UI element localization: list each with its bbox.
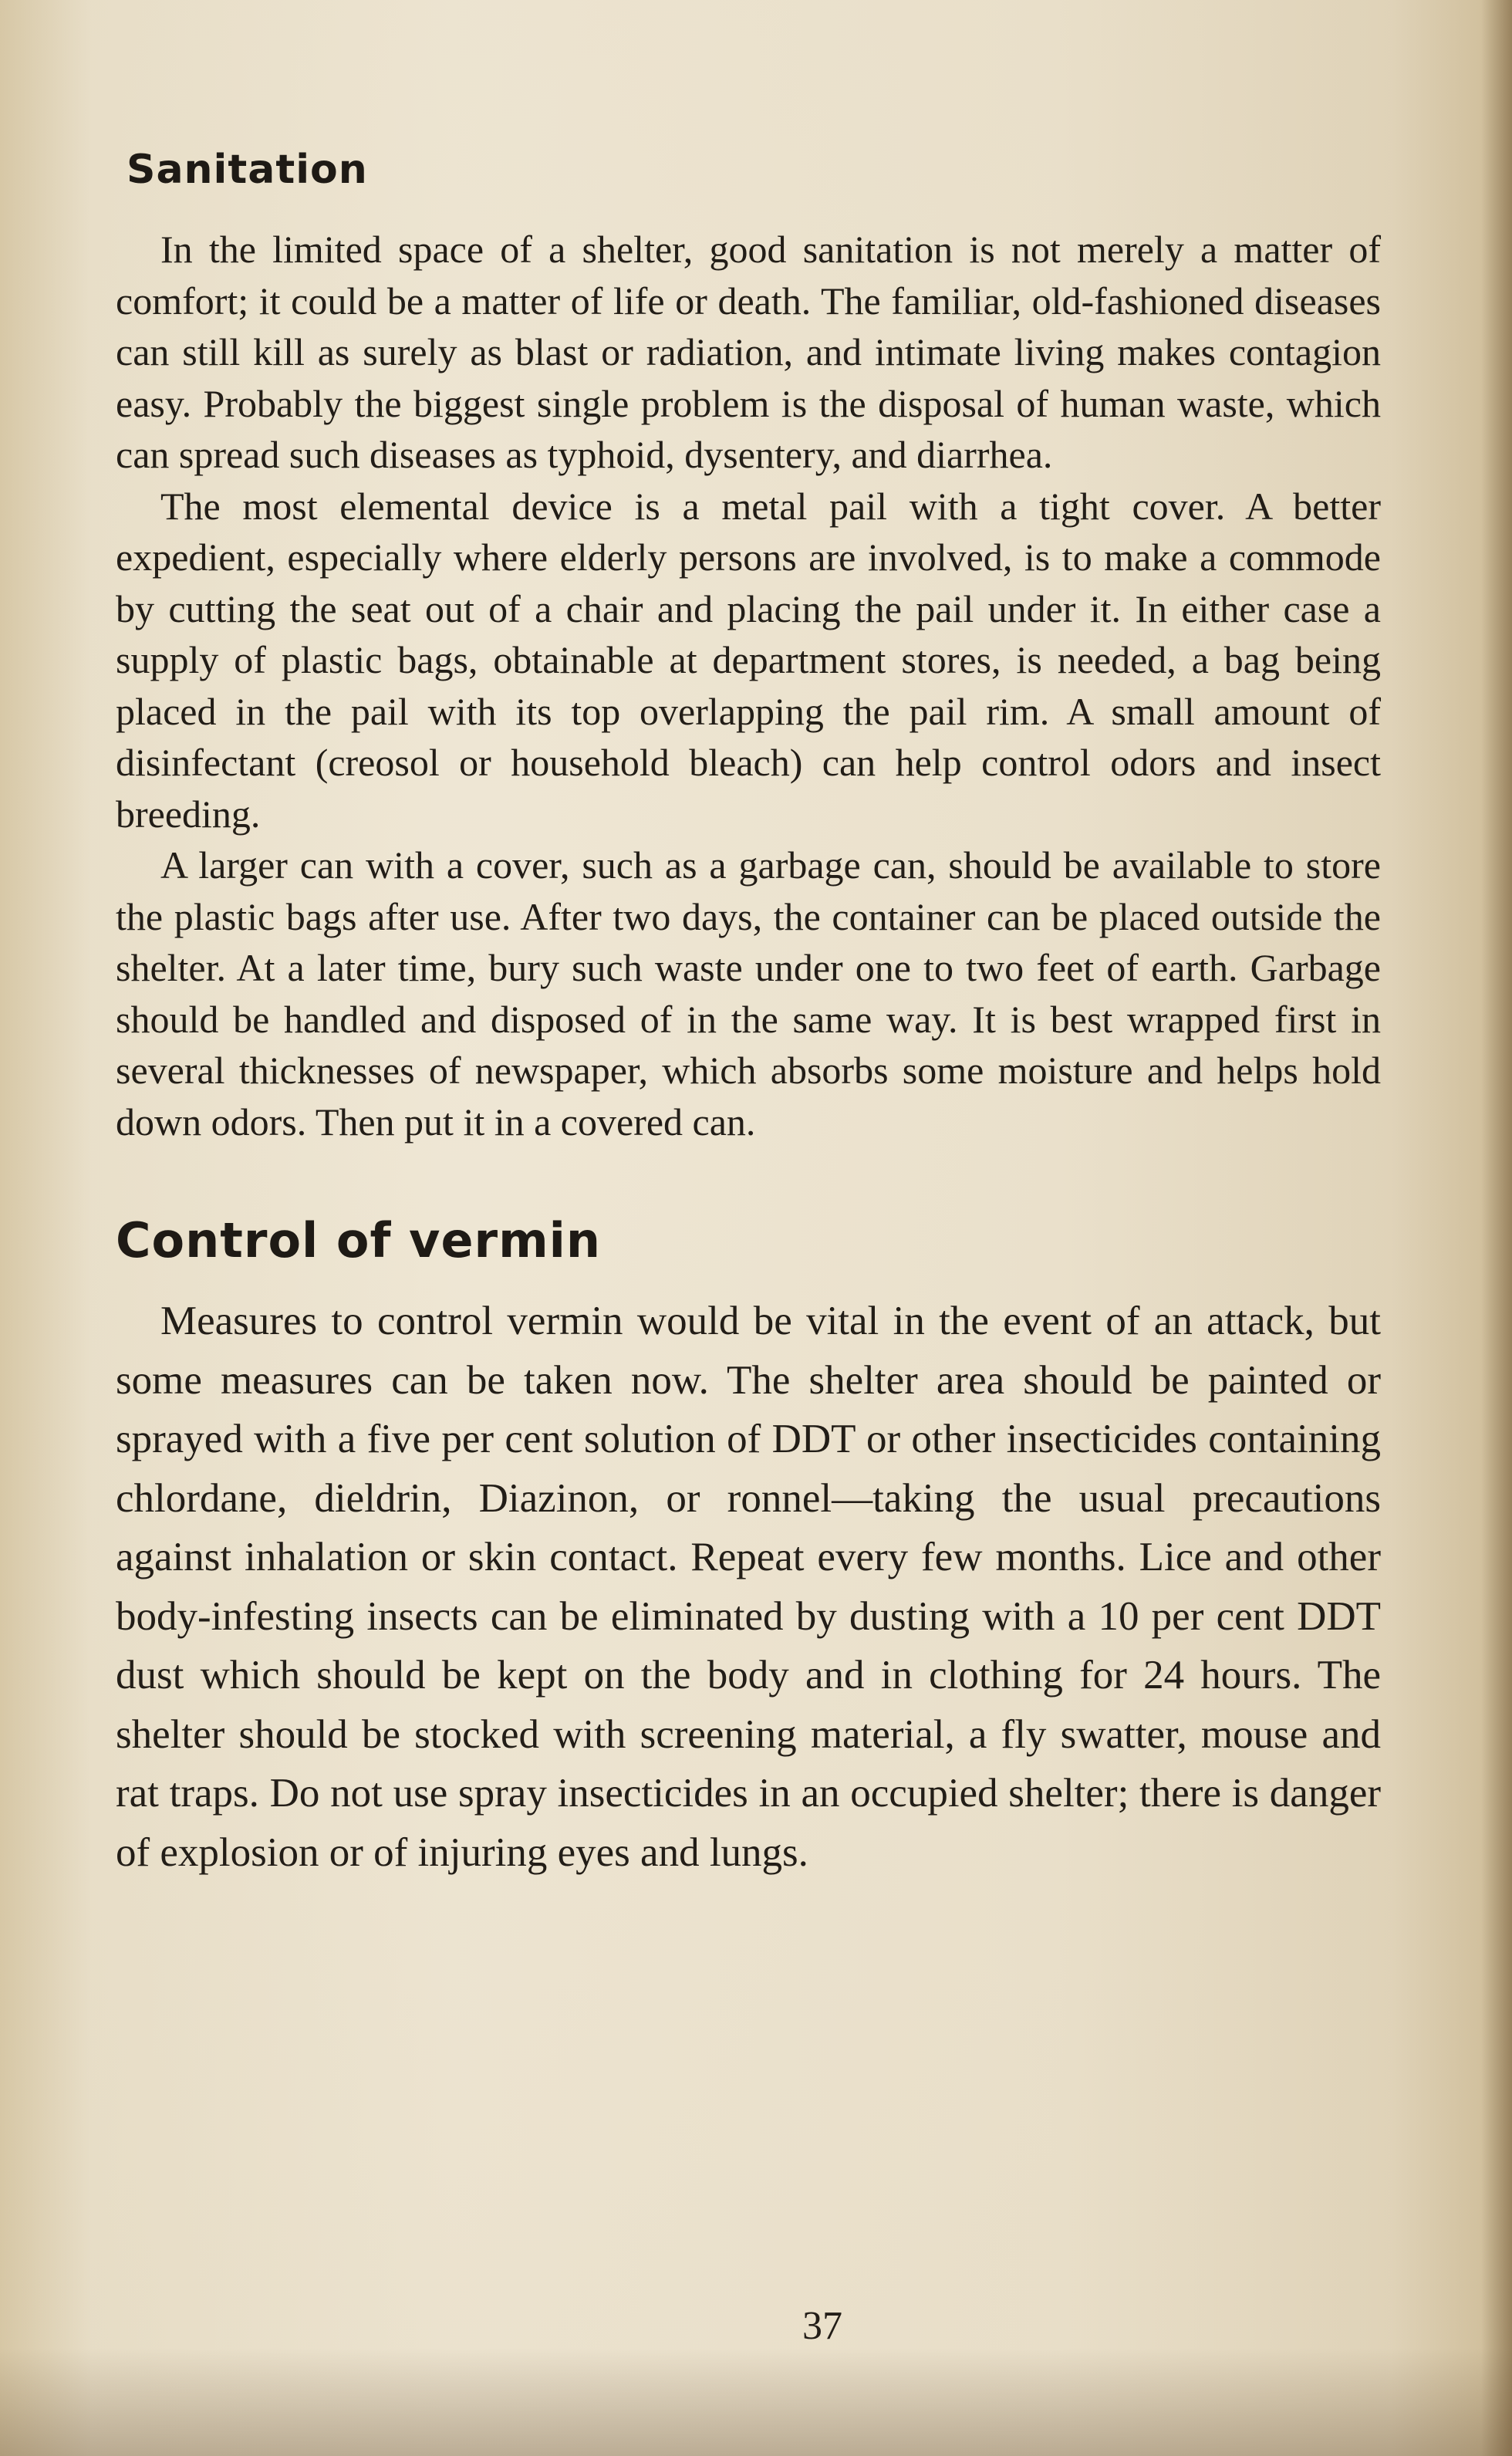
section-heading-control-of-vermin: Control of vermin: [116, 1212, 602, 1269]
sanitation-text: [116, 224, 1381, 1147]
page-edge-shadow: [1481, 0, 1512, 2456]
page-bottom-shadow: [0, 2348, 1512, 2456]
sanitation-paragraph-1: In the limited space of a shelter, good sanitation is not merely a matter of comfort; it could be a matter of life or death. The familiar, old-fashioned diseases can still kill as surely as blast or radiation, and intimate living makes contagion easy. Probably the biggest single problem is the disposal of human waste, which can spread such diseases as typhoid, dysentery, and diarrhea.: [116, 228, 1381, 476]
page-text-column: [116, 147, 1381, 1882]
vermin-paragraph-1: Measures to control vermin would be vital in the event of an attack, but some measures can be taken now. The shelter area should be painted or sprayed with a five per cent solution of DDT or other insecticides containing chlordane, dieldrin, Diazinon, or ronnel—taking the usual precautions against inhalation or skin contact. Repeat every few months. Lice and other body-infesting insects can be eliminated by dusting with a 10 per cent DDT dust which should be kept on the body and in clothing for 24 hours. The shelter should be stocked with screening material, a fly swatter, mouse and rat traps. Do not use spray insecticides in an occupied shelter; there is danger of explosion or of injuring eyes and lungs.: [116, 1299, 1381, 1875]
vermin-text: [116, 1292, 1381, 1882]
page-number: 37: [802, 2304, 842, 2348]
sanitation-paragraph-2: The most elemental device is a metal pail with a tight cover. A better expedient, especially where elderly persons are involved, is to make a commode by cutting the seat out of a chair and placing the pail under it. In either case a supply of plastic bags, obtainable at department stores, is needed, a bag being placed in the pail with its top overlapping the pail rim. A small amount of disinfectant (creosol or household bleach) can help control odors and insect breeding.: [116, 484, 1381, 836]
section-heading-sanitation: Sanitation: [127, 147, 368, 193]
sanitation-paragraph-3: A larger can with a cover, such as a garbage can, should be available to store the plastic bags after use. After two days, the container can be placed outside the shelter. At a later time, bury such waste under one to two feet of earth. Garbage should be handled and disposed of in the same way. It is best wrapped first in several thicknesses of newspaper, which absorbs some moisture and helps hold down odors. Then put it in a covered can.: [116, 843, 1381, 1144]
